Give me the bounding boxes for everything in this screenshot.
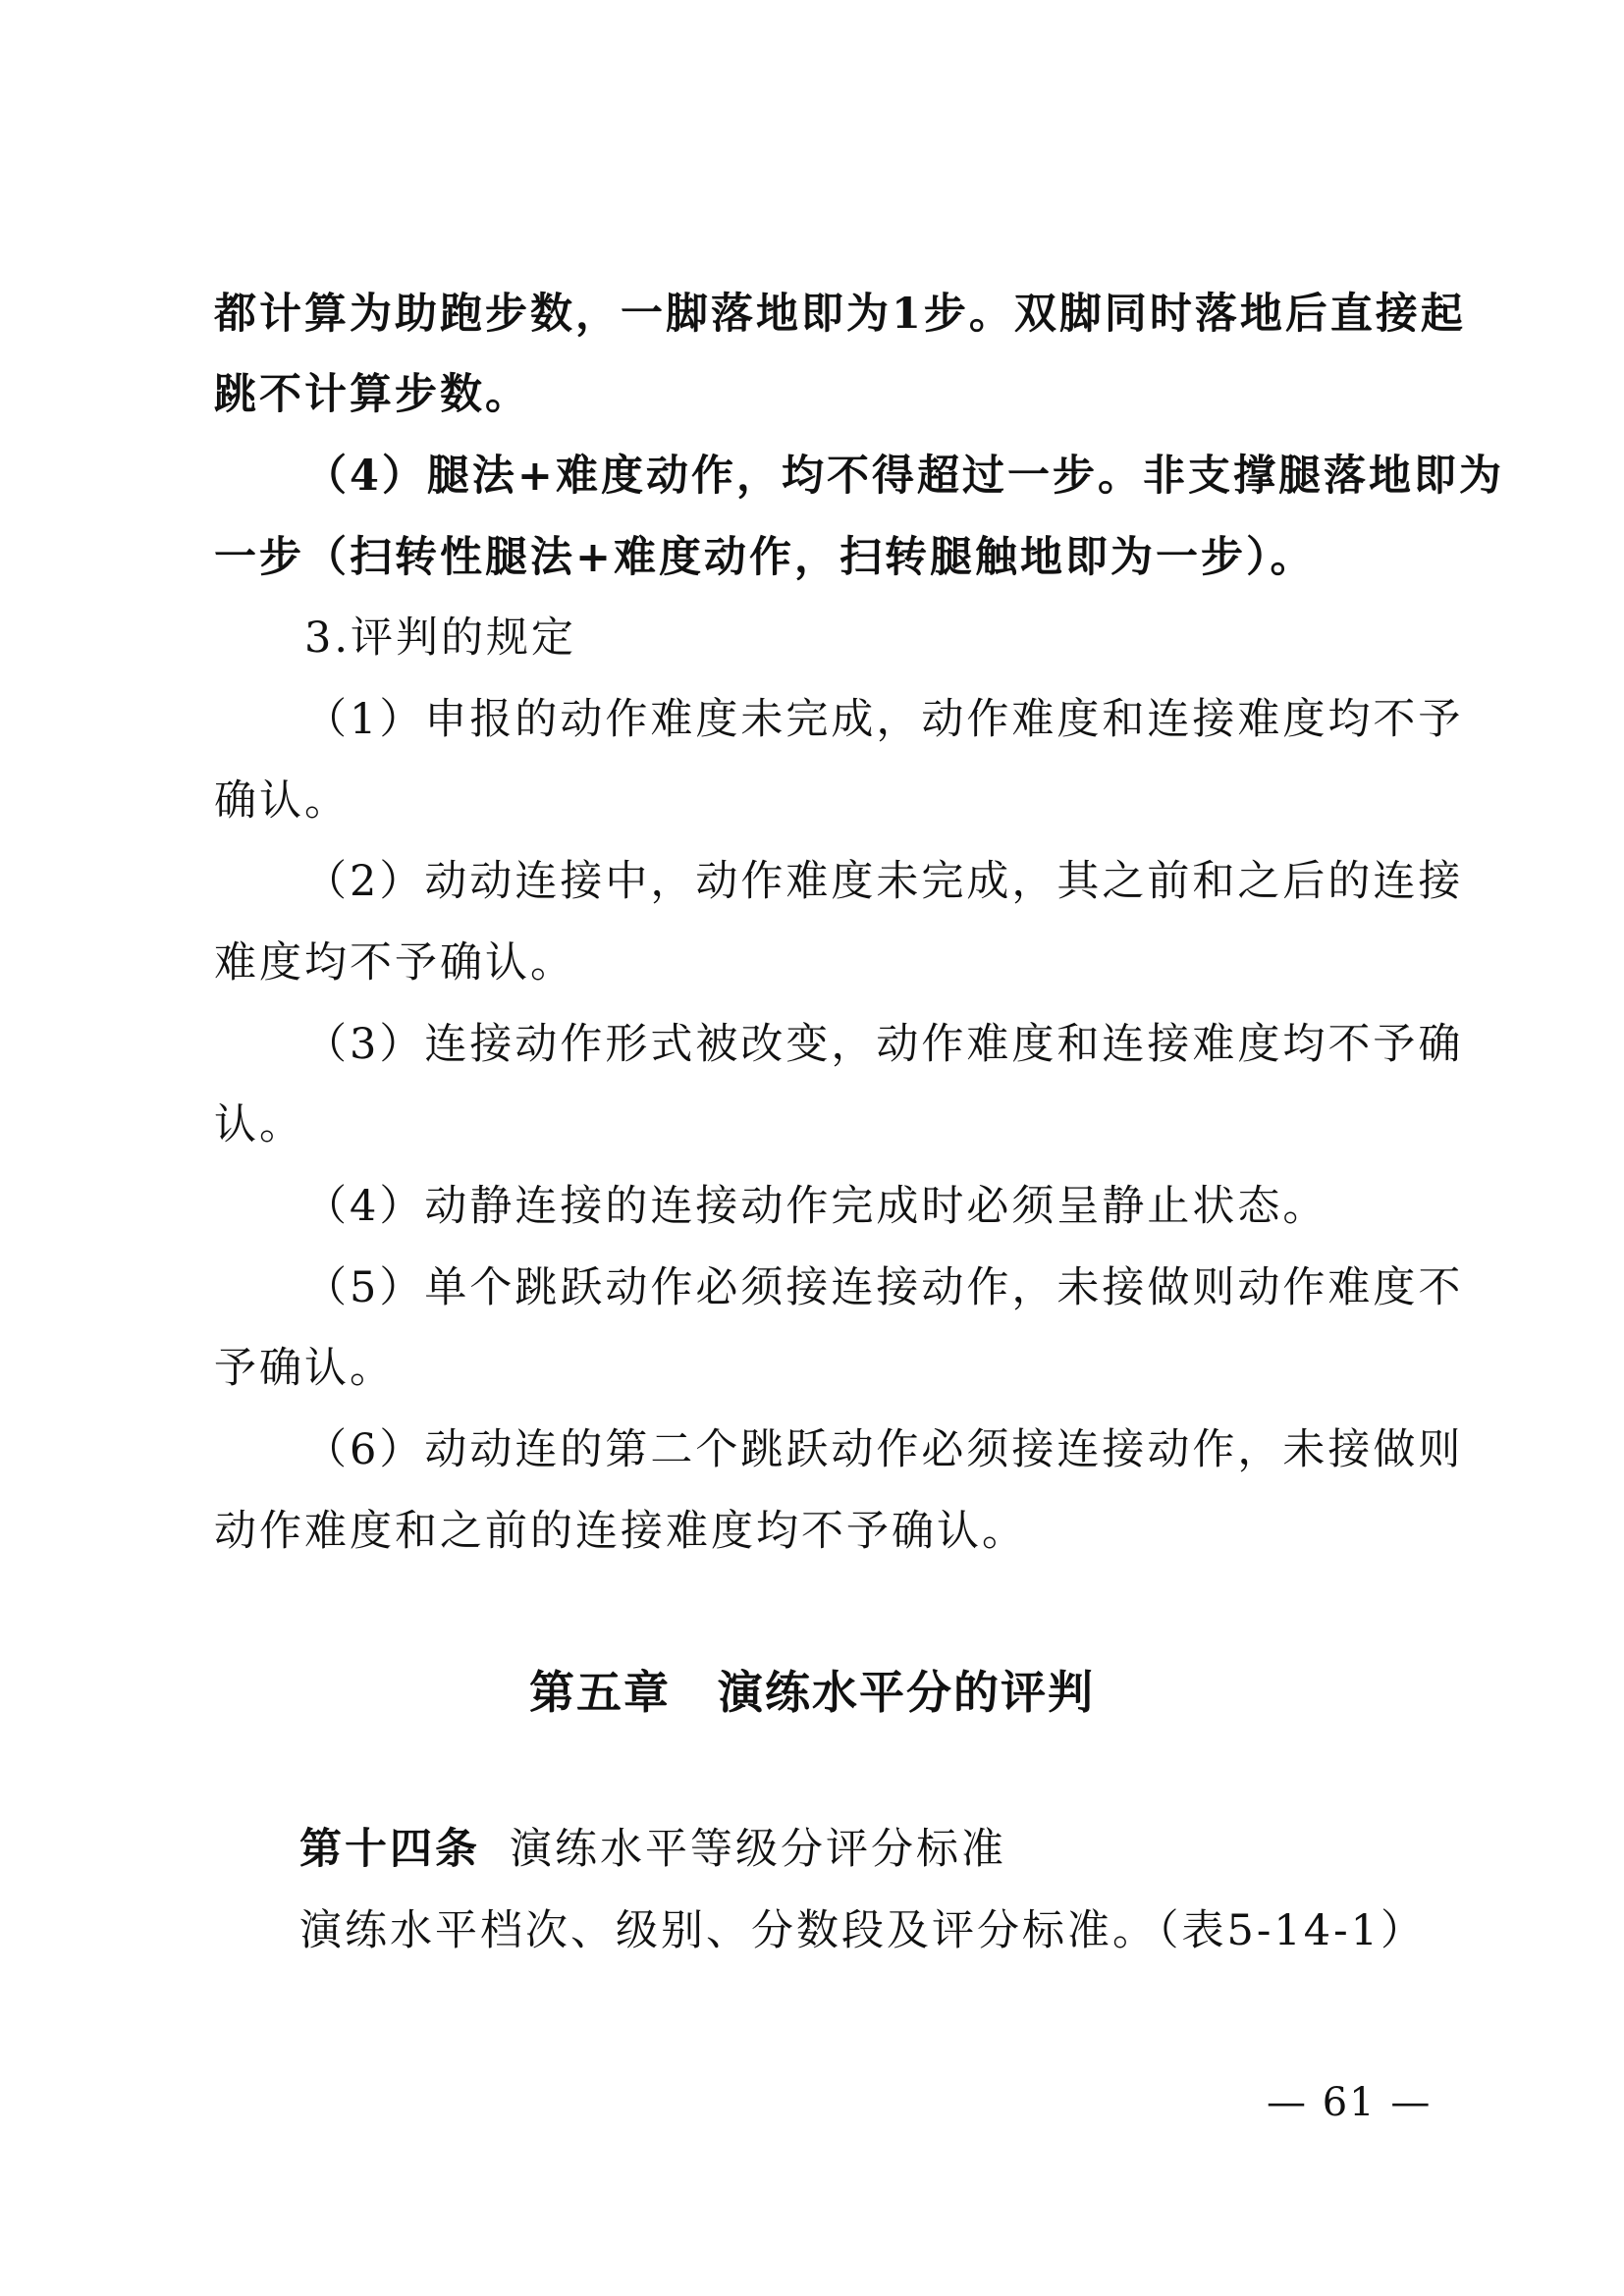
judging-rule-3: （3）连接动作形式被改变，动作难度和连接难度均不予确 <box>304 1020 1464 1069</box>
page-number: — 61 — <box>1267 2080 1433 2125</box>
judging-rule-6: 动作难度和之前的连接难度均不予确认。 <box>214 1507 1027 1556</box>
judging-rule-2: （2）动动连接中，动作难度未完成，其之前和之后的连接 <box>304 857 1464 906</box>
judging-rule-5: 予确认。 <box>214 1344 395 1393</box>
judging-rule-5: （5）单个跳跃动作必须接连接动作，未接做则动作难度不 <box>304 1263 1464 1312</box>
judging-rule-1: 确认。 <box>214 776 350 826</box>
paragraph-line: 都计算为助跑步数，一脚落地即为1步。双脚同时落地后直接起 <box>214 290 1466 339</box>
article-title: 演练水平等级分评分标准 <box>510 1825 1006 1874</box>
article-heading <box>299 1820 1006 1879</box>
rule-4-line: （4）腿法+难度动作，均不得超过一步。非支撑腿落地即为 <box>304 452 1504 501</box>
chapter-title: 第五章 演练水平分的评判 <box>529 1666 1095 1719</box>
article-body: 演练水平档次、级别、分数段及评分标准。（表5-14-1） <box>299 1906 1426 1955</box>
article-label: 第十四条 <box>299 1825 480 1874</box>
judging-rule-2: 难度均不予确认。 <box>214 938 575 988</box>
judging-rule-6: （6）动动连的第二个跳跃动作必须接连接动作，未接做则 <box>304 1425 1464 1474</box>
paragraph-line: 跳不计算步数。 <box>214 370 530 419</box>
rule-4-line: 一步（扫转性腿法+难度动作，扫转腿触地即为一步）。 <box>214 533 1316 582</box>
judging-rule-1: （1）申报的动作难度未完成，动作难度和连接难度均不予 <box>304 695 1464 744</box>
judging-rule-3: 认。 <box>214 1100 304 1149</box>
section-heading: 3.评判的规定 <box>304 614 577 663</box>
judging-rule-4: （4）动静连接的连接动作完成时必须呈静止状态。 <box>304 1182 1328 1231</box>
